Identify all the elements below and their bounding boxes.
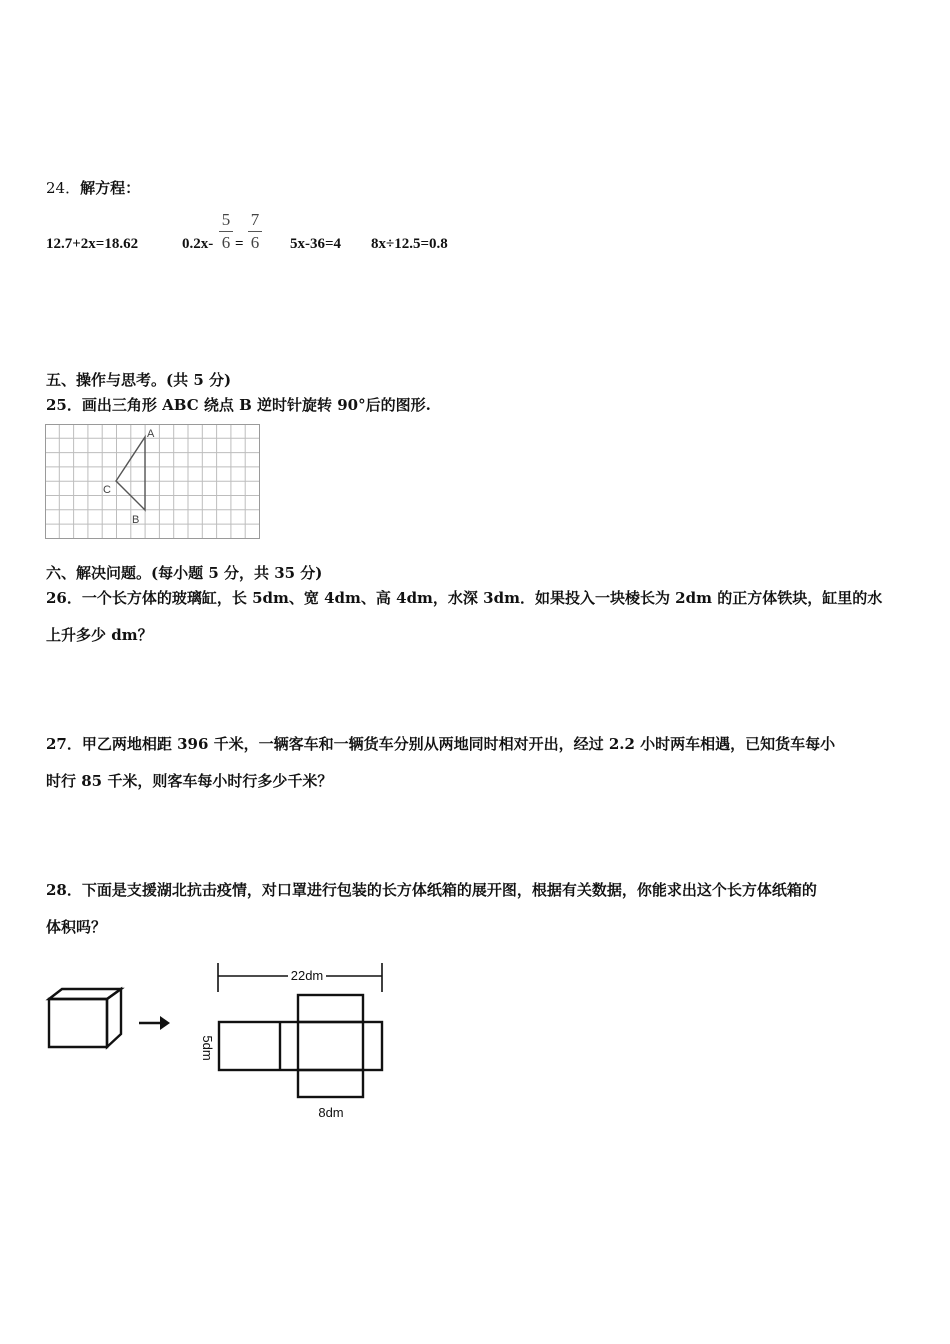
q24-equation-3: 5x-36=4 [290,236,342,252]
q24-equation-2-prefix: 0.2x- [182,236,214,252]
cuboid-front-face [49,999,107,1047]
fraction-numerator: 5 [221,210,231,229]
vertex-label-c: C [103,484,111,496]
q24-equation-2-equals: = [235,236,244,252]
q28-line-2: 体积吗？ [46,918,107,936]
fraction-bar [219,231,233,232]
q26-line-1: 26．一个长方体的玻璃缸，长 5dm、宽 4dm、高 4dm，水深 3dm．如果投入一块棱长为 2dm 的正方体铁块，缸里的水 [46,589,883,607]
q24-title: 解方程： [80,179,141,197]
q28-box-net-figure [44,958,389,1126]
grid-lines [46,425,260,539]
q24-fraction-7-6 [248,210,262,253]
q25-grid-figure [45,424,261,540]
width-label: 22dm [290,968,324,983]
arrow-icon [139,1016,170,1030]
q24-fraction-5-6 [219,210,233,253]
q25-text: 25．画出三角形 ABC 绕点 B 逆时针旋转 90°后的图形. [46,396,431,414]
depth-label: 8dm [318,1105,344,1120]
q24-number: 24． [46,179,81,197]
net-bottom-flap [298,1070,363,1097]
q27-line-1: 27．甲乙两地相距 396 千米，一辆客车和一辆货车分别从两地同时相对开出，经过 2.2 小时两车相遇，已知货车每小 [46,735,836,753]
cuboid-side-face [107,989,121,1047]
q24-equation-1: 12.7+2x=18.62 [46,236,139,252]
fraction-denominator: 6 [221,233,231,252]
q27-line-2: 时行 85 千米，则客车每小时行多少千米？ [46,772,333,790]
net-top-flap [298,995,363,1022]
section5-heading: 五、操作与思考。(共 5 分) [46,371,232,389]
q28-line-1: 28．下面是支援湖北抗击疫情，对口罩进行包装的长方体纸箱的展开图，根据有关数据，你能求出这个长方体纸箱的 [46,881,817,899]
section6-heading: 六、解决问题。(每小题 5 分，共 35 分) [46,564,323,582]
q24-heading [46,177,140,198]
fraction-numerator: 7 [250,210,260,229]
vertex-label-b: B [132,514,140,526]
q24-equation-4: 8x÷12.5=0.8 [371,236,448,252]
q26-line-2: 上升多少 dm？ [46,626,153,644]
height-label: 5dm [200,1035,215,1061]
fraction-bar [248,231,262,232]
vertex-label-a: A [147,428,155,440]
cuboid-drawing [49,989,121,1047]
fraction-denominator: 6 [250,233,260,252]
net-middle-strip [219,1022,382,1070]
box-net [219,995,382,1097]
